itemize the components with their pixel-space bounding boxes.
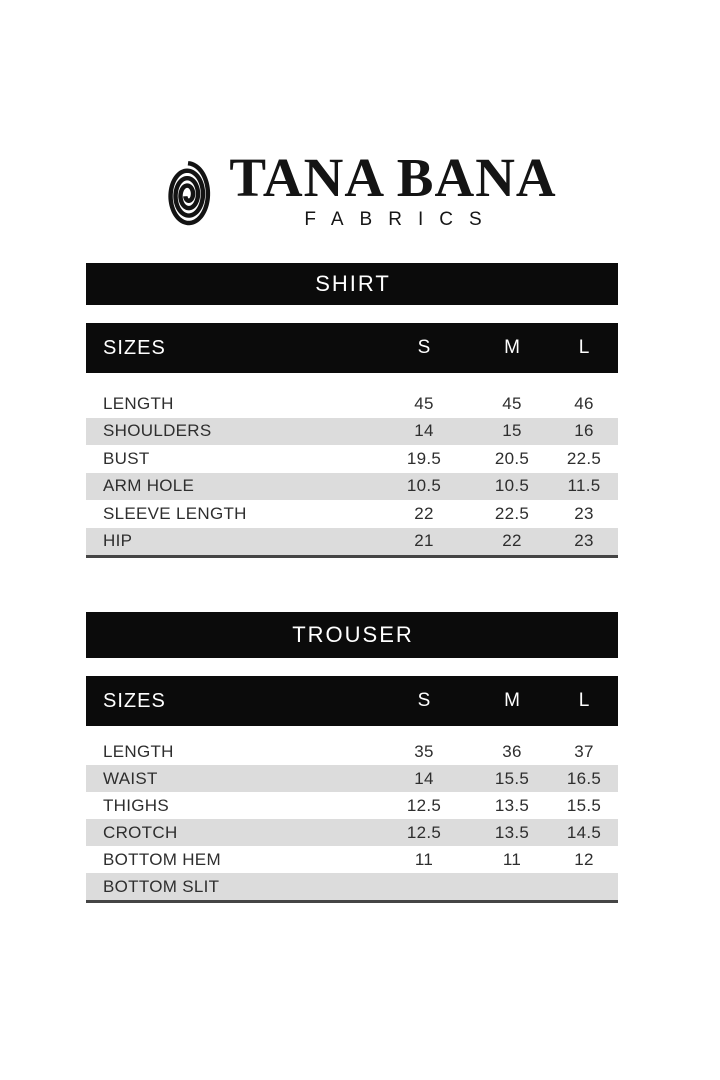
row-value-s: 10.5 — [406, 476, 442, 496]
row-value-s: 12.5 — [406, 795, 442, 815]
shirt-title-bar — [86, 263, 618, 305]
column-header-m: M — [504, 690, 520, 711]
row-value-s: 14 — [414, 768, 434, 788]
table-row — [86, 445, 618, 473]
shirt-sizes-header — [86, 323, 618, 373]
column-header-l: L — [578, 337, 590, 358]
column-header-s: S — [417, 337, 431, 358]
table-row — [86, 738, 618, 765]
row-value-s: 12.5 — [406, 822, 442, 842]
row-value-m: 15.5 — [494, 768, 530, 788]
row-value-l: 12 — [574, 849, 594, 869]
trouser-rows — [86, 738, 618, 903]
sizes-label: SIZES — [103, 689, 166, 712]
row-label: SHOULDERS — [103, 421, 212, 441]
brand-title: TANA BANA — [229, 147, 557, 208]
table-row — [86, 819, 618, 846]
trouser-section — [86, 612, 618, 903]
trouser-title: TROUSER — [292, 622, 414, 647]
row-value-m: 13.5 — [494, 795, 530, 815]
row-value-l: 15.5 — [566, 795, 602, 815]
table-row — [86, 473, 618, 501]
table-row — [86, 873, 618, 900]
row-value-s: 35 — [414, 741, 434, 761]
row-label: CROTCH — [103, 822, 178, 842]
row-value-m: 13.5 — [494, 822, 530, 842]
row-value-s: 21 — [414, 531, 434, 551]
row-value-m: 15 — [502, 421, 522, 441]
row-value-m: 22 — [502, 531, 522, 551]
row-value-l: 23 — [574, 503, 594, 523]
row-label: BUST — [103, 448, 150, 468]
brand-text-block — [229, 147, 557, 231]
table-row — [86, 500, 618, 528]
row-value-m: 22.5 — [494, 503, 530, 523]
column-header-s: S — [417, 690, 431, 711]
table-row — [86, 765, 618, 792]
row-label: ARM HOLE — [103, 476, 195, 496]
row-value-s: 11 — [414, 849, 434, 869]
brand-subtitle: FABRICS — [304, 209, 498, 230]
sizes-label: SIZES — [103, 336, 166, 359]
row-value-m: 11 — [502, 849, 522, 869]
row-value-s: 14 — [414, 421, 434, 441]
row-label: THIGHS — [103, 795, 170, 815]
row-label: HIP — [103, 531, 133, 551]
row-label: LENGTH — [103, 393, 174, 413]
row-value-s: 22 — [414, 503, 434, 523]
brand-logo — [0, 147, 720, 234]
table-row — [86, 418, 618, 446]
column-header-m: M — [504, 337, 520, 358]
spiral-icon — [163, 156, 213, 234]
row-value-m: 20.5 — [494, 448, 530, 468]
table-row — [86, 792, 618, 819]
row-label: SLEEVE LENGTH — [103, 503, 247, 523]
row-value-l: 14.5 — [566, 822, 602, 842]
trouser-title-bar — [86, 612, 618, 658]
table-row — [86, 528, 618, 556]
shirt-title: SHIRT — [315, 271, 391, 296]
row-value-l: 22.5 — [566, 448, 602, 468]
row-value-s: 45 — [414, 393, 434, 413]
column-header-l: L — [578, 690, 590, 711]
row-value-s: 19.5 — [406, 448, 442, 468]
row-label: BOTTOM SLIT — [103, 876, 220, 896]
shirt-section — [86, 263, 618, 558]
row-value-l: 11.5 — [567, 476, 601, 496]
row-value-l: 46 — [574, 393, 594, 413]
row-value-m: 36 — [502, 741, 522, 761]
table-row — [86, 390, 618, 418]
row-label: WAIST — [103, 768, 158, 788]
row-value-l: 23 — [574, 531, 594, 551]
row-label: LENGTH — [103, 741, 174, 761]
trouser-sizes-header — [86, 676, 618, 726]
shirt-rows — [86, 390, 618, 558]
row-value-m: 45 — [502, 393, 522, 413]
row-value-m: 10.5 — [494, 476, 530, 496]
row-label: BOTTOM HEM — [103, 849, 221, 869]
table-row — [86, 846, 618, 873]
row-value-l: 16.5 — [566, 768, 602, 788]
row-value-l: 16 — [574, 421, 594, 441]
row-value-l: 37 — [574, 741, 594, 761]
